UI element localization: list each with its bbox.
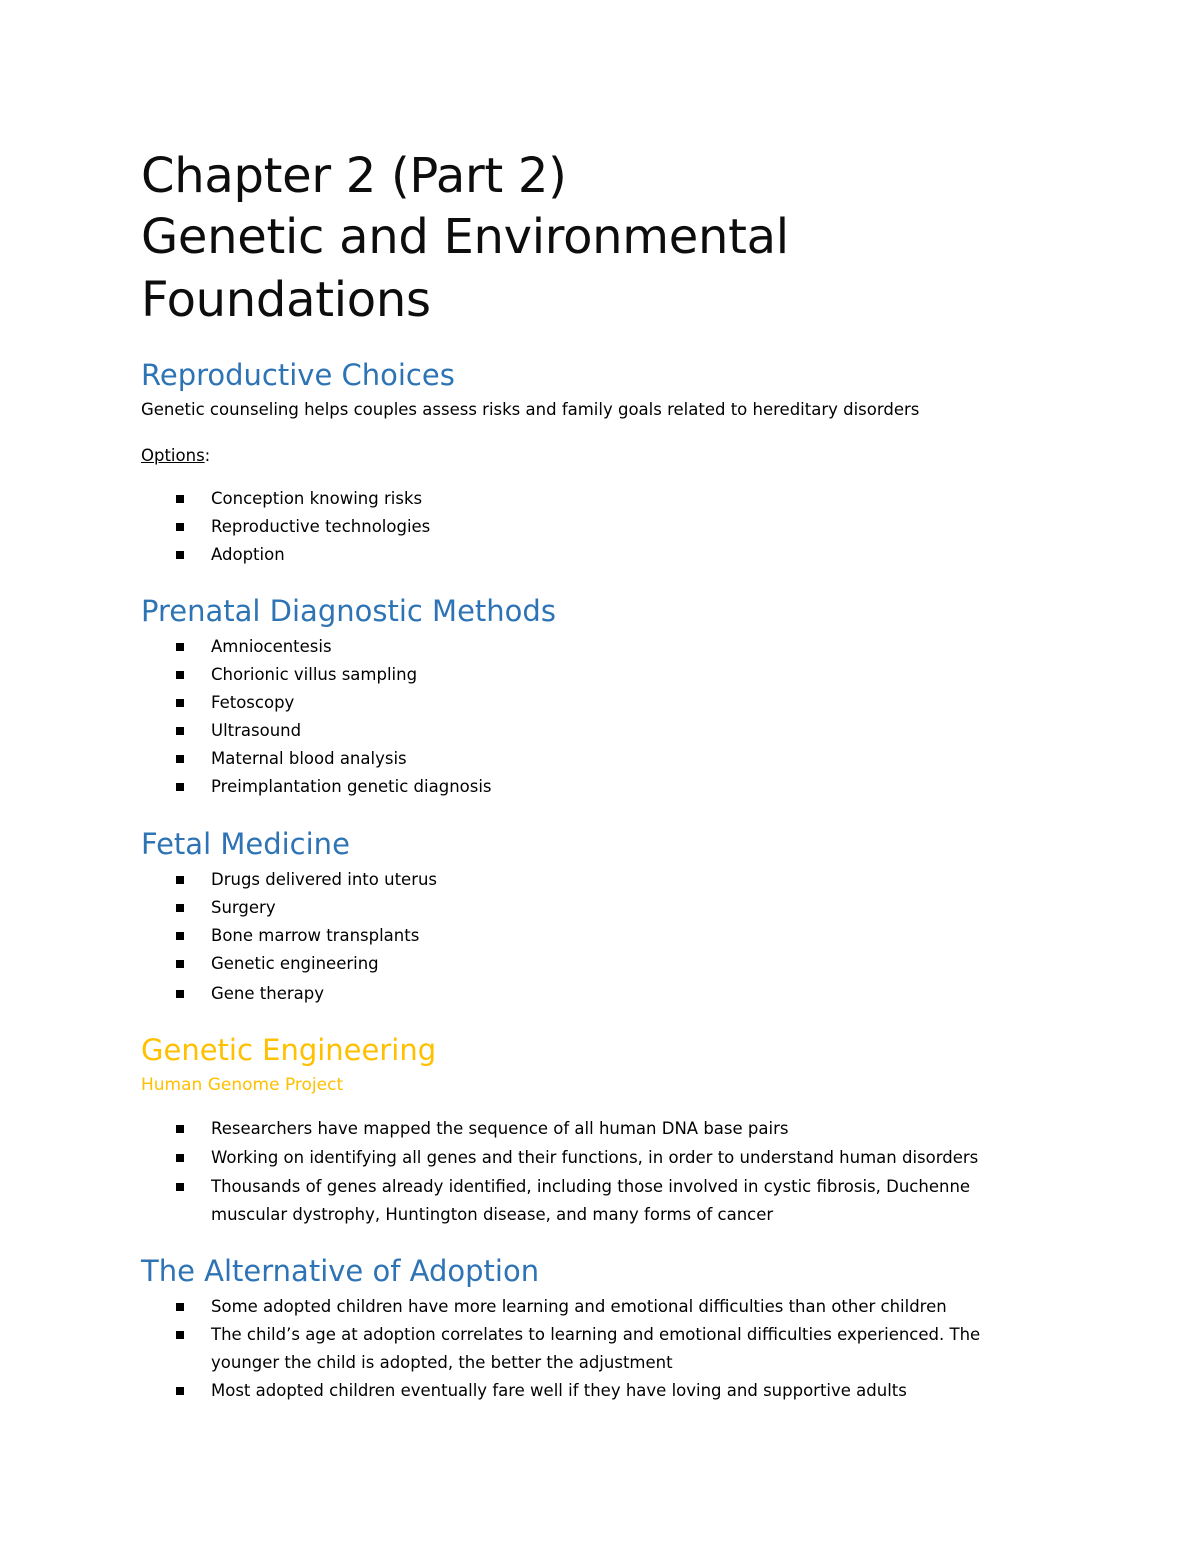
document-title-line-1: Chapter 2 (Part 2)	[141, 148, 567, 204]
heading-reproductive-choices: Reproductive Choices	[141, 358, 455, 392]
list-item: Most adopted children eventually fare well if they have loving and supportive adults	[211, 1381, 907, 1400]
list-item: Surgery	[211, 898, 276, 917]
bullet-icon	[176, 551, 184, 559]
list-item: Bone marrow transplants	[211, 926, 420, 945]
bullet-icon	[176, 1154, 184, 1162]
list-item: Genetic engineering	[211, 954, 379, 973]
list-item: The child’s age at adoption correlates to learning and emotional difficulties experienced. The	[211, 1325, 981, 1344]
bullet-icon	[176, 727, 184, 735]
list-item: Working on identifying all genes and their functions, in order to understand human disorders	[211, 1148, 979, 1167]
bullet-icon	[176, 671, 184, 679]
heading-prenatal-diagnostic-methods: Prenatal Diagnostic Methods	[141, 594, 556, 628]
bullet-icon	[176, 699, 184, 707]
list-item: Fetoscopy	[211, 693, 295, 712]
list-item-continuation: younger the child is adopted, the better the adjustment	[211, 1353, 673, 1372]
list-item: Chorionic villus sampling	[211, 665, 418, 684]
document-title-line-3: Foundations	[141, 272, 431, 328]
bullet-icon	[176, 990, 184, 998]
heading-alternative-of-adoption: The Alternative of Adoption	[141, 1254, 540, 1288]
bullet-icon	[176, 932, 184, 940]
heading-genetic-engineering: Genetic Engineering	[141, 1033, 437, 1067]
list-item: Thousands of genes already identified, including those involved in cystic fibrosis, Duchenne	[211, 1177, 971, 1196]
bullet-icon	[176, 643, 184, 651]
subheading-human-genome-project: Human Genome Project	[141, 1075, 344, 1095]
bullet-icon	[176, 1387, 184, 1395]
list-item: Gene therapy	[211, 984, 325, 1003]
list-item: Reproductive technologies	[211, 517, 431, 536]
list-item-continuation: muscular dystrophy, Huntington disease, and many forms of cancer	[211, 1205, 774, 1224]
bullet-icon	[176, 495, 184, 503]
list-item: Preimplantation genetic diagnosis	[211, 777, 492, 796]
list-item: Drugs delivered into uterus	[211, 870, 438, 889]
bullet-icon	[176, 1183, 184, 1191]
list-item: Amniocentesis	[211, 637, 332, 656]
list-item: Ultrasound	[211, 721, 302, 740]
genetic-counseling-paragraph: Genetic counseling helps couples assess risks and family goals related to hereditary disorders	[141, 400, 920, 419]
bullet-icon	[176, 755, 184, 763]
bullet-icon	[176, 783, 184, 791]
bullet-icon	[176, 876, 184, 884]
list-item: Some adopted children have more learning and emotional difficulties than other children	[211, 1297, 947, 1316]
options-label: Options:	[141, 446, 211, 465]
heading-fetal-medicine: Fetal Medicine	[141, 827, 350, 861]
list-item: Adoption	[211, 545, 285, 564]
bullet-icon	[176, 904, 184, 912]
bullet-icon	[176, 1331, 184, 1339]
bullet-icon	[176, 523, 184, 531]
list-item: Researchers have mapped the sequence of all human DNA base pairs	[211, 1119, 789, 1138]
list-item: Conception knowing risks	[211, 489, 423, 508]
bullet-icon	[176, 1303, 184, 1311]
document-title-line-2: Genetic and Environmental	[141, 209, 789, 265]
list-item: Maternal blood analysis	[211, 749, 407, 768]
bullet-icon	[176, 1125, 184, 1133]
bullet-icon	[176, 960, 184, 968]
